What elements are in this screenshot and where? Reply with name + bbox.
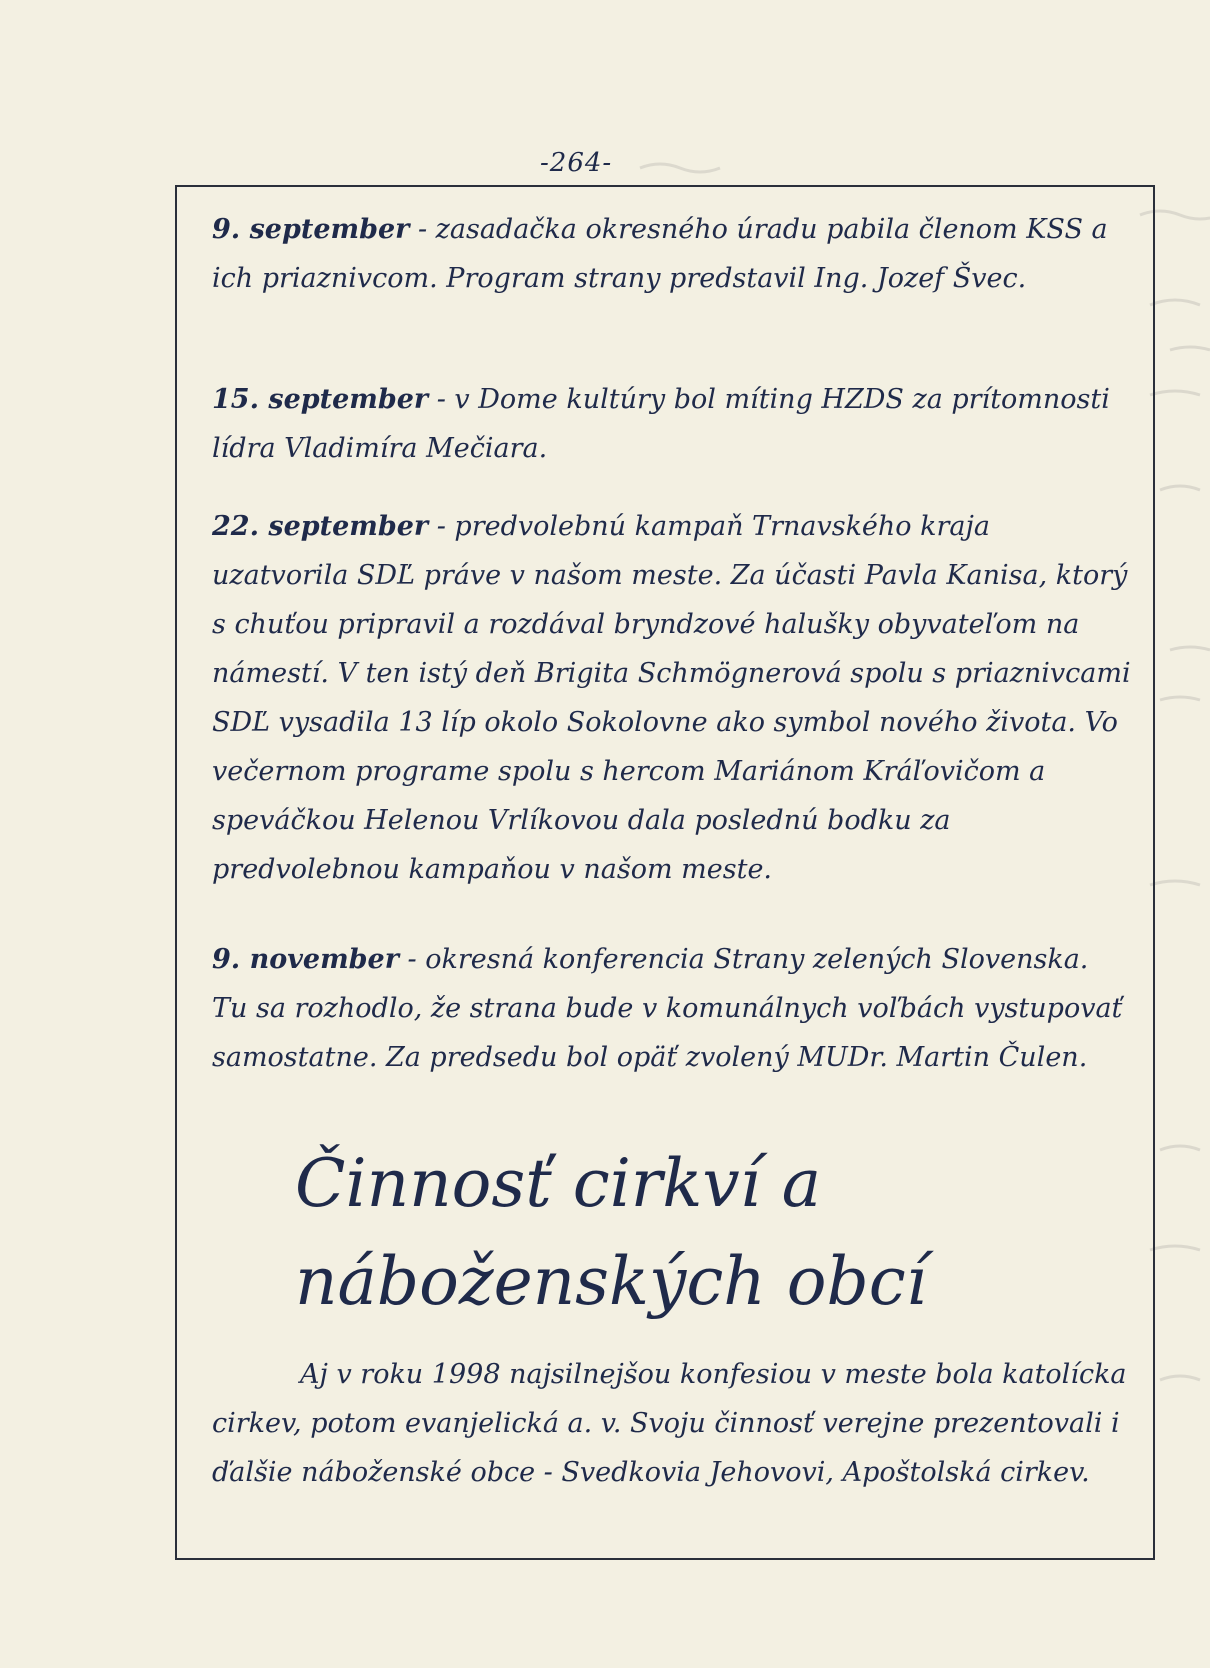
page-number: -264- bbox=[540, 148, 613, 178]
closing-paragraph-text: Aj v roku 1998 najsilnejšou konfesiou v meste bola katolícka cirkev, potom evanjelická a. v. Svoju činnosť verejne prezentovali i ďalšie náboženské obce - Svedkovia Jehovovi, Apoštolská cirkev. bbox=[212, 1359, 1127, 1488]
entry-text: - predvolebnú kampaň Trnavského kraja uzatvorila SDĽ práve v našom meste. Za účasti Pavla Kanisa, ktorý s chuťou pripravil a rozdával bryndzové halušky obyvateľom na námestí. V ten istý deň Brigita Schmögnerová spolu s priaznivcami SDĽ vysadila 13 líp okolo Sokolovne ako symbol nového života. Vo večernom programe spolu s hercom Mariánom Kráľovičom a speváčkou Helenou Vrlíkovou dala poslednú bodku za predvolebnou kampaňou v našom meste. bbox=[212, 511, 1131, 885]
entry-date: 15. september bbox=[212, 384, 429, 415]
closing-paragraph bbox=[212, 1350, 1132, 1497]
chronicle-entry-2 bbox=[212, 375, 1132, 473]
section-heading: Činnosť cirkví a náboženských obcí bbox=[295, 1145, 927, 1320]
entry-text: - v Dome kultúry bol míting HZDS za prítomnosti lídra Vladimíra Mečiara. bbox=[212, 384, 1110, 464]
chronicle-entry-4 bbox=[212, 935, 1132, 1082]
entry-date: 22. september bbox=[212, 511, 429, 542]
entry-date: 9. september bbox=[212, 214, 410, 245]
chronicle-entry-1 bbox=[212, 205, 1132, 303]
entry-text: - zasadačka okresného úradu pabila členom KSS a ich priaznivcom. Program strany predstavil Ing. Jozef Švec. bbox=[212, 214, 1108, 294]
chronicle-entry-3 bbox=[212, 502, 1132, 894]
entry-date: 9. november bbox=[212, 944, 399, 975]
entry-text: - okresná konferencia Strany zelených Slovenska. Tu sa rozhodlo, že strana bude v komunálnych voľbách vystupovať samostatne. Za predsedu bol opäť zvolený MUDr. Martin Čulen. bbox=[212, 944, 1123, 1073]
